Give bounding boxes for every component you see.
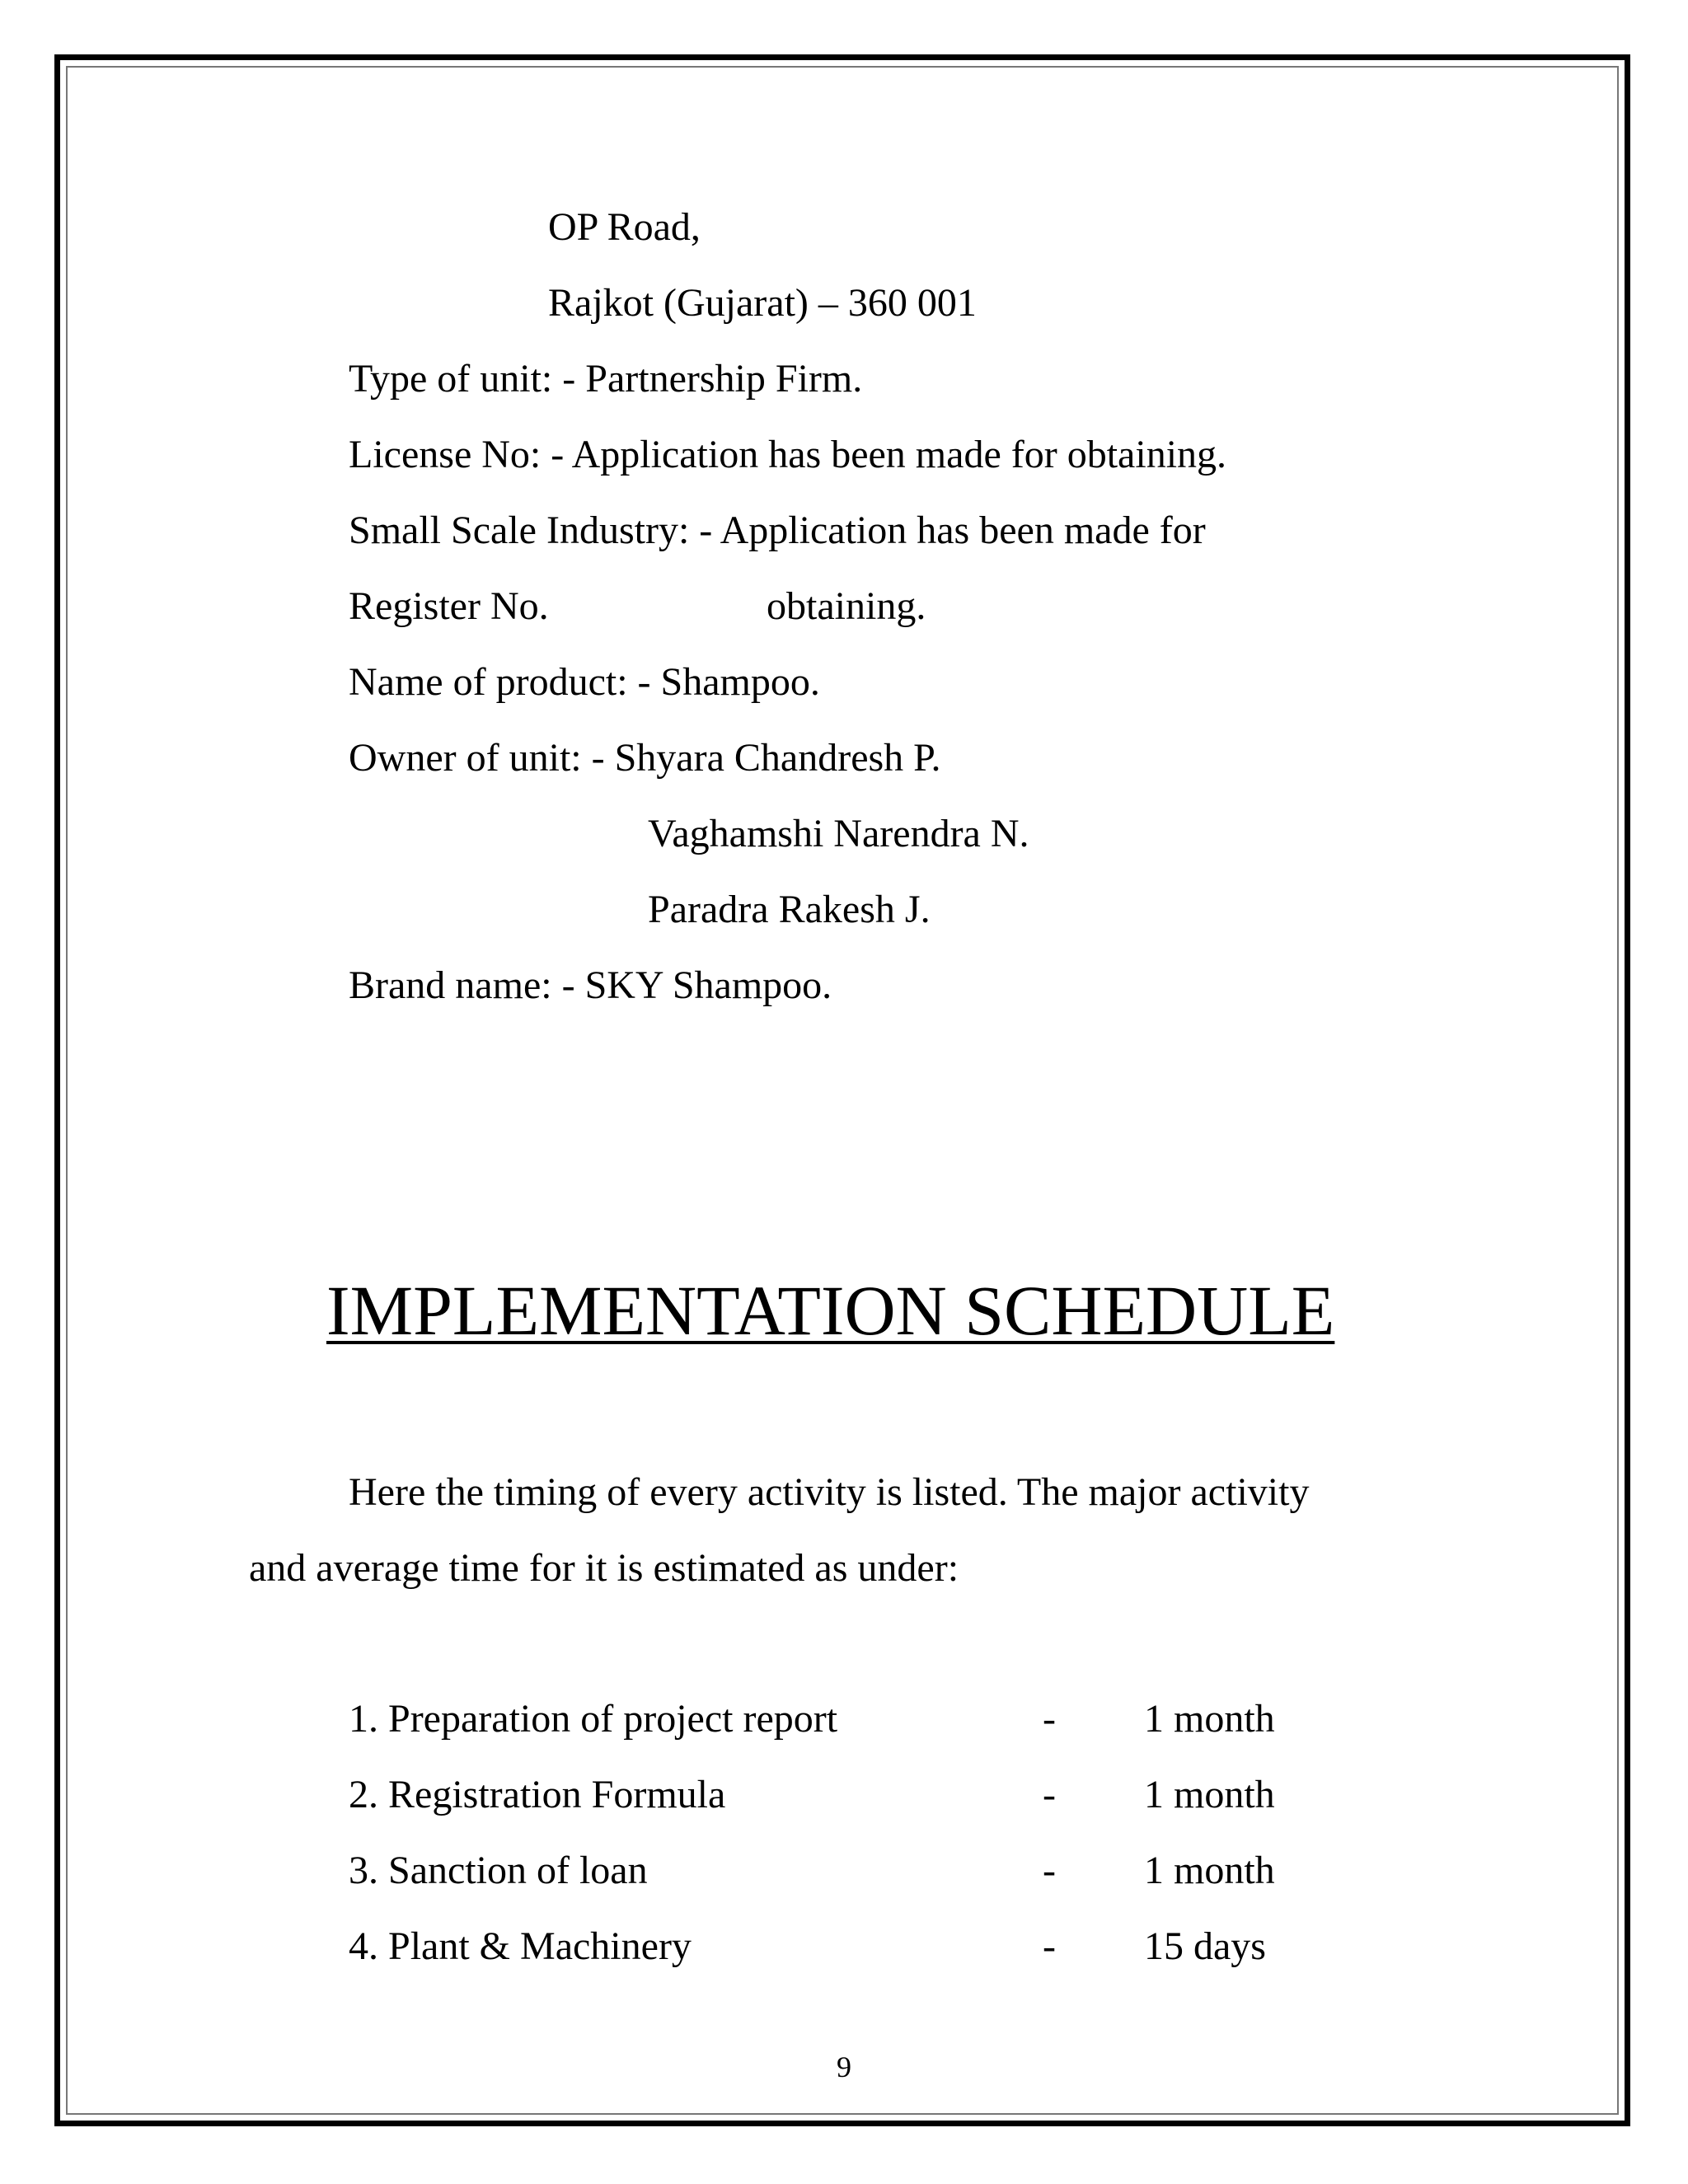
schedule-duration: 15 days <box>1144 1924 1266 1968</box>
intro-line-1: Here the timing of every activity is listed. The major activity <box>349 1470 1310 1514</box>
owner-2: Vaghamshi Narendra N. <box>648 812 1029 855</box>
section-title: IMPLEMENTATION SCHEDULE <box>326 1271 1335 1350</box>
schedule-duration: 1 month <box>1144 1773 1275 1816</box>
intro-line-2: and average time for it is estimated as under: <box>249 1546 959 1590</box>
schedule-duration: 1 month <box>1144 1849 1275 1892</box>
product-name: Name of product: - Shampoo. <box>349 660 820 704</box>
owner-of-unit: Owner of unit: - Shyara Chandresh P. <box>349 736 941 780</box>
ssi-line-1: Small Scale Industry: - Application has been made for <box>349 509 1206 552</box>
schedule-dash: - <box>1043 1697 1056 1741</box>
license-no: License No: - Application has been made for obtaining. <box>349 433 1227 476</box>
page-number: 9 <box>837 2050 851 2083</box>
type-of-unit: Type of unit: - Partnership Firm. <box>349 357 863 401</box>
schedule-duration: 1 month <box>1144 1697 1275 1741</box>
ssi-register-label: Register No. <box>349 584 549 628</box>
ssi-register-value: obtaining. <box>767 584 926 628</box>
schedule-activity: 3. Sanction of loan <box>349 1849 648 1892</box>
address-line-2: Rajkot (Gujarat) – 360 001 <box>548 281 977 325</box>
address-line-1: OP Road, <box>548 205 701 249</box>
owner-3: Paradra Rakesh J. <box>648 888 931 931</box>
schedule-dash: - <box>1043 1924 1056 1968</box>
schedule-activity: 1. Preparation of project report <box>349 1697 838 1741</box>
schedule-activity: 4. Plant & Machinery <box>349 1924 692 1968</box>
schedule-activity: 2. Registration Formula <box>349 1773 726 1816</box>
schedule-dash: - <box>1043 1773 1056 1816</box>
brand-name: Brand name: - SKY Shampoo. <box>349 963 832 1007</box>
schedule-dash: - <box>1043 1849 1056 1892</box>
